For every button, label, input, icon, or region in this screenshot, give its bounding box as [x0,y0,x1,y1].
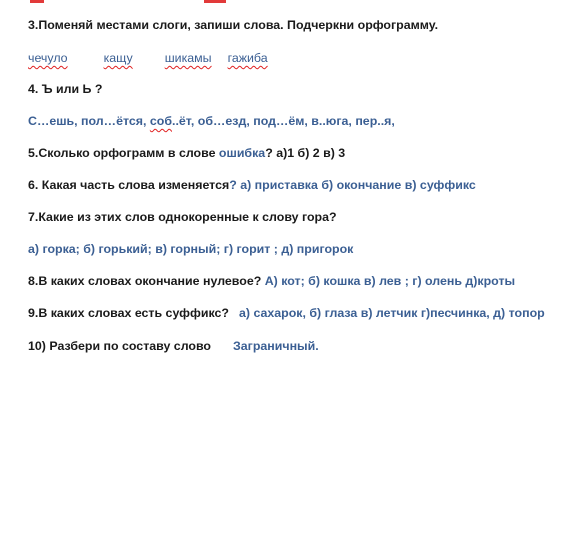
word-4: гажиба [227,51,268,65]
question-6-text: 6. Какая часть слова изменяется [28,178,230,192]
question-3-words [28,50,268,66]
question-10-text: 10) Разбери по составу слово [28,339,211,353]
word-1: чечуло [28,51,68,65]
question-10 [28,338,319,354]
question-9-text: 9.В каких словах есть суффикс? [28,306,229,320]
question-5-word: ошибка [218,146,266,160]
question-8-options: А) кот; б) кошка в) лев ; г) олень д)кроты [264,274,516,288]
question-5-options: ? а)1 б) 2 в) 3 [265,146,346,160]
question-4: 4. Ъ или Ь ? [28,82,103,96]
answer-misspelled-word: соб [149,114,172,128]
question-5 [28,145,345,161]
question-7-options: а) горка; б) горький; в) горный; г) горит ; д) пригорок [28,242,354,256]
answer-part-2: ..ёт, об…езд, под…ём, в..юга, пер..я, [172,114,395,128]
question-6 [28,177,476,193]
word-3: шикамы [164,51,212,65]
question-9 [28,305,545,321]
answer-part-1: С…ешь, пол…ётся, [28,114,150,128]
cropped-red-marks [24,0,544,4]
question-7: 7.Какие из этих слов однокоренные к слову гора? [28,210,337,224]
word-2: кащу [103,51,133,65]
question-5-text: 5.Сколько орфограмм в слове [28,146,219,160]
question-8 [28,273,515,289]
question-3: 3.Поменяй местами слоги, запиши слова. Подчеркни орфограмму. [28,18,439,32]
question-6-options: ? а) приставка б) окончание в) суффикс [229,178,476,192]
question-10-word: Заграничный. [233,339,319,353]
question-4-answer [28,113,395,129]
question-8-text: 8.В каких словах окончание нулевое? [28,274,265,288]
question-9-options: а) сахарок, б) глаза в) летчик г)песчинка, д) топор [238,306,545,320]
